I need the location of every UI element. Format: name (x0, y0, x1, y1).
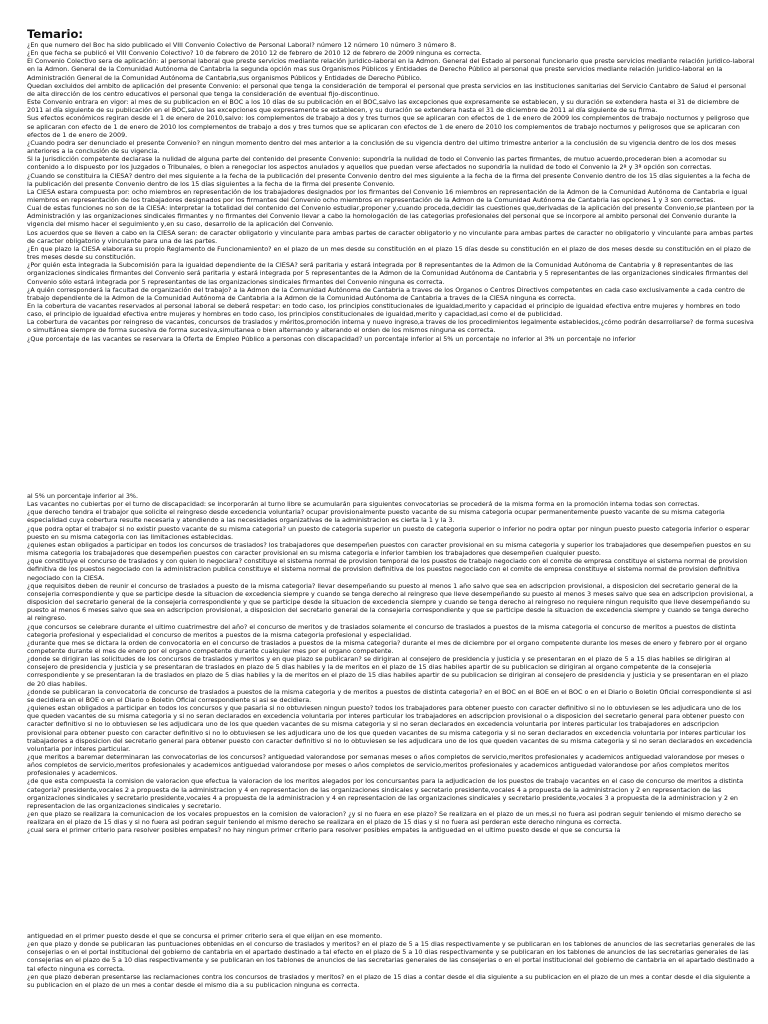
question-item: ¿quienes estan obligados a participar en todos los concursos y que pasaria si no obtuviesen ningun puesto? todos los trabajadores para obtener puesto con caracter definitivo si no lo obtuviesen se les adjudicara uno de los que queden vacantes de su misma categoria y si no seran declarados en excedencia voluntaria por interes particular los trabajadores en adscripcion provisional o a disposicion del secretario general para obtener puesto con caracter definitivo si no lo obtuviesen se les adjudicara uno de los que queden vacantes de su misma categoria y si no seran declarados en excedencia voluntaria por interes particular los trabajadores en adscripcion provisional para obtener puesto con caracter definitivo si no lo obtuviesen se les adjudicara uno de los que queden vacantes de su misma categoria y si no seran declarados en excedencia voluntaria por interes particular los trabajadores a disposicion del secretario general para obtener puesto con caracter definitivo si no lo obtuviesen se les adjudicara uno de los que queden vacantes de su misma categoria y si no seran declarados en excedencia voluntaria por interes particular. (27, 704, 752, 753)
question-item: La CIESA estara compuesta por: ocho miembros en representación de los trabajadores designados por los firmantes del Convenio 16 miembros en representación de la Admon de la Comunidad Autónoma de Cantabria e igual miembros en representación de los trabajadores designados por los firmantes del Convenio ocho miembros en representación de la Admon de la Comunidad Autónoma de Cantabria las opciones 1 y 3 son correctas. (27, 187, 748, 204)
question-item: ¿cual sera el primer criterio para resolver posibles empates? no hay ningun primer criterio para resolver posibles empates la antiguedad en el ultimo puesto desde el que se concursa la (27, 826, 621, 835)
question-item: ¿que derecho tendra el trabajor que solicite el reingreso desde excedencia voluntaria? ocupar provisionalmente puesto vacante de su misma categoria ocupar permanentemente puesto vacante de su misma categoria especialidad cuya cobertura resulte necesaria y atendiendo a las necesidades organizativas de la administracion es cierta la 1 y la 3. (27, 508, 725, 525)
question-item: Cual de estas funciones no son de la CIESA: interpretar la totalidad del contenido del Convenio estudiar,proponer y,cuando proceda,decidir las cuestiones que,derivadas de la aplicación del presente Convenio,se planteen por la Administración y las organizaciones sindicales firmantes y no firmantes del Convenio llevar a cabo la homologación de las categorias profesionales del personal que se incorpore al ambito personal del Convenio durante la vigencia del mismo hacer el seguimiento y,en su caso, desarrollo de la aplicación del Convenio. (27, 204, 755, 229)
question-item: Sus efectos económicos regiran desde el 1 de enero de 2010,salvo: los complementos de trabajo a dos y tres turnos que se aplicaran con efectos de 1 de enero de 2009 los complementos de trabajo nocturnos y peligroso que se aplicaran con efecto de 1 de enero de 2010 los complementos de trabajo a dos y tres turnos que se aplicaran con efectos de 1 de enero de 2010 los complementos de trabajo nocturnos y peligrosos que se aplicaran con efectos de 1 de enero de 2009. (27, 114, 750, 139)
question-item: ¿durante que mes se dictara la orden de convocatoria en el concurso de traslados a puestos de la misma categoria? durante el mes de diciembre por el organo competente durante los meses de enero y febrero por el organo competente durante el mes de enero por el organo competente durante cualquier mes por el organo competente. (27, 638, 747, 655)
question-item: ¿que requisitos deben de reunir el concurso de traslados a puesto de la misma categoria? llevar desempeñando su puesto al menos 1 año salvo que sea en adscripcion provisional, a disposicion del secretario general de la consejeria correspondiente y que se participe desde la situacion de excedencia siempre y cuando se tenga derecho al reingreso que lleve desempeñando su puesto al menos 3 meses salvo que sea en adscripcion provisional, a disposicion del secretario general de la consejeria correspondiente y que se participe desde la situacion de excedencia siempre y cuando se tenga derecho al reingreso no requiere ningun requisito que lleve desempeñando su puesto al menos 6 meses salvo que sea en adscripcion provisional, a disposicion del secretario general de la consejeria correspondiente y que se participe desde la situacion de excedencia siempre y cuando se tenga derecho al reingreso. (27, 581, 754, 623)
question-item: ¿quienes estan obligados a participar en todos los concursos de traslados? los trabajadores que desempeñen puestos con caracter provisional en su misma categoria y superior los trabajadores que desempeñen puestos en su misma categoria los trabajadores que desempeñen puestos con caracter provisional en su misma categoria e inferior tambien los trabajadores que desempeñen cualquier puesto. (27, 540, 751, 558)
question-item: El Convenio Colectivo sera de aplicación: al personal laboral que preste servicios mediante relación juridico-laboral en la Admon. General del Estado al personal funcionario que preste servicios mediante relación juridico-laboral en la Admon. General de la Comunidad Autónoma de Cantabria la segunda opción mas sus Organismos Públicos y Entidades de Derecho Público al personal que preste servicios mediante relación juridico-laboral en la Administración General de la Comunidad Autónoma de Cantabria,sus organismos Públicos y Entidades de Derecho Público. (27, 57, 755, 82)
question-item: Las vacantes no cubiertas por el turno de discapacidad: se incorporarán al turno libre se acumularán para siguientes convocatorias se procederá de la misma forma en la promoción interna todas son correctas. (27, 500, 700, 509)
question-item: ¿Que porcentaje de las vacantes se reservara la Oferta de Empleo Público a personas con discapacidad? un porcentaje inferior al 5% un porcentaje no inferior al 3% un porcentaje no inferior (27, 334, 636, 343)
question-item: ¿en que plazo deberan presentarse las reclamaciones contra los concursos de traslados y meritos? en el plazo de 15 dias a contar desde el dia siguiente a su publicacion en el plazo de un mes a contar desde el dia siguiente a su publicacion en el plazo de un mes a contar desde el mismo dia a su publicacion ninguna es correcta. (27, 972, 751, 989)
question-item: Los acuerdos que se lleven a cabo en la CIESA seran: de caracter obligatorio y vinculante para ambas partes de caracter obligatorio y no vinculante para ambas partes de caracter no obligatorio y vinculante para ambas partes de caracter obligatorio y vinculante para una de las partes. (27, 228, 754, 245)
question-item: ¿que concursos se celebrare durante el ultimo cuatrimestre del año? el concurso de meritos y de traslados solamente el concurso de traslados a puestos de la misma categoria el concurso de meritos a puestos de distinta categoria profesional y especialidad el concurso de meritos a puestos de la misma categoria profesional y especialidad. (27, 622, 736, 639)
question-item: ¿de que esta compuesta la comision de valoracion que efectua la valoracion de los meritos alegados por los concursantes para la adjudicacion de los puestos de trabajo vacantes en el caso de concurso de meritos a distinta categoria? presidente,vocales 2 a propuesta de la administracion y 4 en representacion de las organizaciones sindicales y secretario presidente,vocales 4 a propuesta de la administracion y 2 en representacion de las organizaciones sindicales y secretario presidente,vocales 4 a propuesta de la administracion y 4 en representacion de las organizaciones sindicales y secretario presidente,vocales 3 a propuesta de la administracion y 2 en representacion de las organizaciones sindicales y secretario. (27, 777, 744, 810)
question-item: En la cobertura de vacantes reservados al personal laboral se deberá respetar: en todo caso, los principios constitucionales de igualdad,merito y capacidad el principio de igualdad efectiva entre mujeres y hombres en todo caso, el principio de igualdad efectiva entre mujeres y hombres en todo caso, los principios constitucionales de igualdad,merito y capacidad,asi como el de publicidad. (27, 302, 741, 319)
question-item: ¿Por quién esta integrada la Subcomisión para la igualdad dependiente de la CIESA? será paritaria y estará integrada por 8 representantes de la Admon de la Comunidad Autónoma de Cantabria y 8 representantes de las organizaciones sindicales firmantes del Convenio será paritaria y estará integrada por 5 representantes de la Admon de la Comunidad Autónoma de Cantabria y 5 representantes de las organizaciones sindicales firmantes del Convenio sólo estará integrada por 5 representantes de las organizaciones sindicales firmantes del Convenio ninguna es correcta. (27, 261, 748, 286)
question-item: ¿en que plazo se realizara la comunicacion de los vocales propuestos en la comision de valoracion? ¿y si no fuera en ese plazo? Se realizara en el plazo de un mes,si no fuera asi podran seguir teniendo el mismo derecho se realizara en el plazo de 15 dias y si no fuera asi podran seguir teniendo el mismo derecho se realizara en el plazo de 15 dias y si no fuera asi perderan este derecho ninguna es correcta. (27, 810, 742, 827)
question-item: ¿En que plazo la CIESA elaborara su propio Reglamento de Funcionamiento? en el plazo de un mes desde su constitución en el plazo 15 días desde su constitución en el plazo de dos meses desde su constitución en el plazo de tres meses desde su constitución. (27, 244, 751, 262)
question-item: ¿donde se publicaran la convocatoria de concurso de traslados a puestos de la misma categoria y de meritos a puestos de distinta categoria? en el BOC en el BOE en el BOC o en el Diario o Boletin Oficial correspondiente si asi se decidiera en el BOE o en el Diario o Boletin Oficial correspondiente si asi se decidiera. (27, 687, 752, 704)
question-item: antiguedad en el primer puesto desde el que se concursa el primer criterio sera el que elijan en ese momento. (27, 932, 383, 940)
questions-block-3 (27, 932, 755, 1024)
question-item: ¿En que numero del Boc ha sido publicado el VIII Convenio Colectivo de Personal Laboral? número 12 número 10 número 3 número 8. (27, 41, 457, 49)
question-item: La cobertura de vacantes por reingreso de vacantes, concursos de traslados y méritos,promoción interna y nuevo ingreso,a traves de los procedimientos legalmente establecidos,¿cómo podrán desarrollarse? de forma sucesiva o simultánea siempre de forma sucesiva de forma sucesiva,simultanea o bien alternando y alterando el orden de los mismos ninguna es correcta. (27, 318, 754, 335)
questions-block-1 (27, 41, 755, 461)
document-title: Temario: (27, 27, 83, 41)
question-item: Si la Jurisdicción competente declarase la nulidad de alguna parte del contenido del presente Convenio: supondría la nulidad de todo el Convenio las partes firmantes, de mutuo acuerdo,procederan bien a acomodar su contenido a lo dispuesto por los Juzgados o Tribunales, o bien a renegociar los aspectos anulados y aquellos que puedan verse afectados no supondría la nulidad de todo el Convenio la 2ª y 3ª opción son correctas. (27, 155, 727, 172)
question-item: ¿Cuando podra ser denunciado el presente Convenio? en ningun momento dentro del mes anterior a la conclusión de su vigencia dentro del ultimo trimestre anterior a la conclusión de su vigencia dentro de los dos meses anteriores a la conclusión de su vigencia. (27, 138, 737, 156)
question-item: Este Convenio entrara en vigor: al mes de su publicacion en el BOC a los 10 días de su publicación en el BOC,salvo las excepciones que expresamente se establecen, y su duración se extendera hasta el 31 de diciembre de 2011 al día siguiente de su publicación en el BOC,salvo las excepciones que expresamente se establecen, y su duración se extendera hasta el 31 de diciembre de 2011 al día siguiente de su firma. (27, 98, 740, 115)
question-item: ¿que meritos a baremar determinaran las convocatorias de los concursos? antiguedad valorandose por semanas meses o años completos de servicio,meritos profesionales y academicos antiguedad valorandose por meses o años completos de servicio,meritos profesionales y academicos antiguedad valorandose por meses o años completos de servicio,meritos profesionales y academicos antiguedad valorandose por años completos meritos profesionales y academicos. (27, 753, 745, 778)
question-item: al 5% un porcentaje inferior al 3%. (27, 492, 139, 500)
question-item: ¿donde se dirigiran las solicitudes de los concursos de traslados y meritos y en que plazo se publicaran? se dirigiran al consejero de presidencia y justicia y se presentaran en el plazo de 5 a 15 dias habiles se dirigiran al consejero de presidencia y justicia y se presentaran de traslados en plazo de 5 dias habiles y la de meritos en el plazo de 15 dias habiles apartir de su publicacion se dirigiran al organo competente de la consejeria correspondiente y se presentaran la de traslados en plazo de 5 dias habiles y la de meritos en el plazo de 15 dias habiles apartir de su publicacion se dirigiran al consejero de presidencia y justicia y se presentaran en el plazo de 20 dias habiles. (27, 655, 749, 688)
question-item: ¿Cuando se constituira la CIESA? dentro del mes siguiente a la fecha de la publicación del presente Convenio dentro del mes siguiente a la fecha de la firma del presente Convenio dentro de los 15 días siguientes a la fecha de la publicación del presente Convenio dentro de los 15 días siguientes a la fecha de la firma del presente Convenio. (27, 171, 751, 188)
question-item: ¿En que fecha se publicó el VIII Convenio Colectivo? 10 de febrero de 2010 12 de febrero de 2010 12 de febrero de 2009 ninguna es correcta. (27, 49, 482, 58)
question-item: Quedan excluidos del ambito de aplicación del presente Convenio: el personal que tenga la consideración de temporal el personal que presta servicios en las instituciones sanitarias del Servicio Cantabro de Salud el personal de alta dirección de los centro educativos el personal que tenga la consideración de eventual fijo-discontinuo. (27, 81, 746, 98)
question-item: ¿que constituye el concurso de traslados y con quien lo negociara? constituye el sistema normal de provision temporal de los puestos de trabajo negociado con el comite de empresa constituye el sistema normal de provision definitiva de los puestos negociado con la administracion publica constituye el sistema normal de provision definitiva de los puestos negociado con el comite de empresa constituye el sistema normal de provision definitiva negociado con la CIESA. (27, 557, 748, 582)
question-item: ¿que podra optar el trabajor si no existir puesto vacante de su misma categoria? un puesto de categoria superior un puesto de categoria superior o inferior no podra optar por ningun puesto puesto categoria inferior o esperar puesto en su misma categoria con las limitaciones establecidas. (27, 524, 750, 541)
question-item: ¿A quién corresponderá la facultad de organización del trabajo? a la Admon de la Comunidad Autónoma de Cantabria a traves de los Organos o Centros Directivos competentes en cada caso exclusivamente a cada centro de trabajo dependiente de la Admon de la Comunidad Autónoma de Cantabria a la Admon de la Comunidad Autónoma de Cantabria a traves de la CIESA ninguna es correcta. (27, 285, 745, 302)
questions-block-2 (27, 492, 755, 890)
question-item: ¿en que plazo y donde se publicaran las puntuaciones obtenidas en el concurso de traslados y meritos? en el plazo de 5 a 15 dias respectivamente y se publicaran en los tablones de anuncios de las secretarias generales de las consejerias o en el portal institucional del gobierno de cantabria en el apartado destinado a tal efecto en el plazo de 5 a 10 dias respectivamente y se publicaran en los tablones de anuncios de las secretarias generales de las consejerias en el plazo de 5 a 10 dias respectivamente y se publicaran en los tablones de anuncios de las secretarias generales de las consejerias o en el portal institucional del gobierno de cantabria en el apartado destinado a tal efecto ninguna es correcta. (27, 940, 755, 973)
